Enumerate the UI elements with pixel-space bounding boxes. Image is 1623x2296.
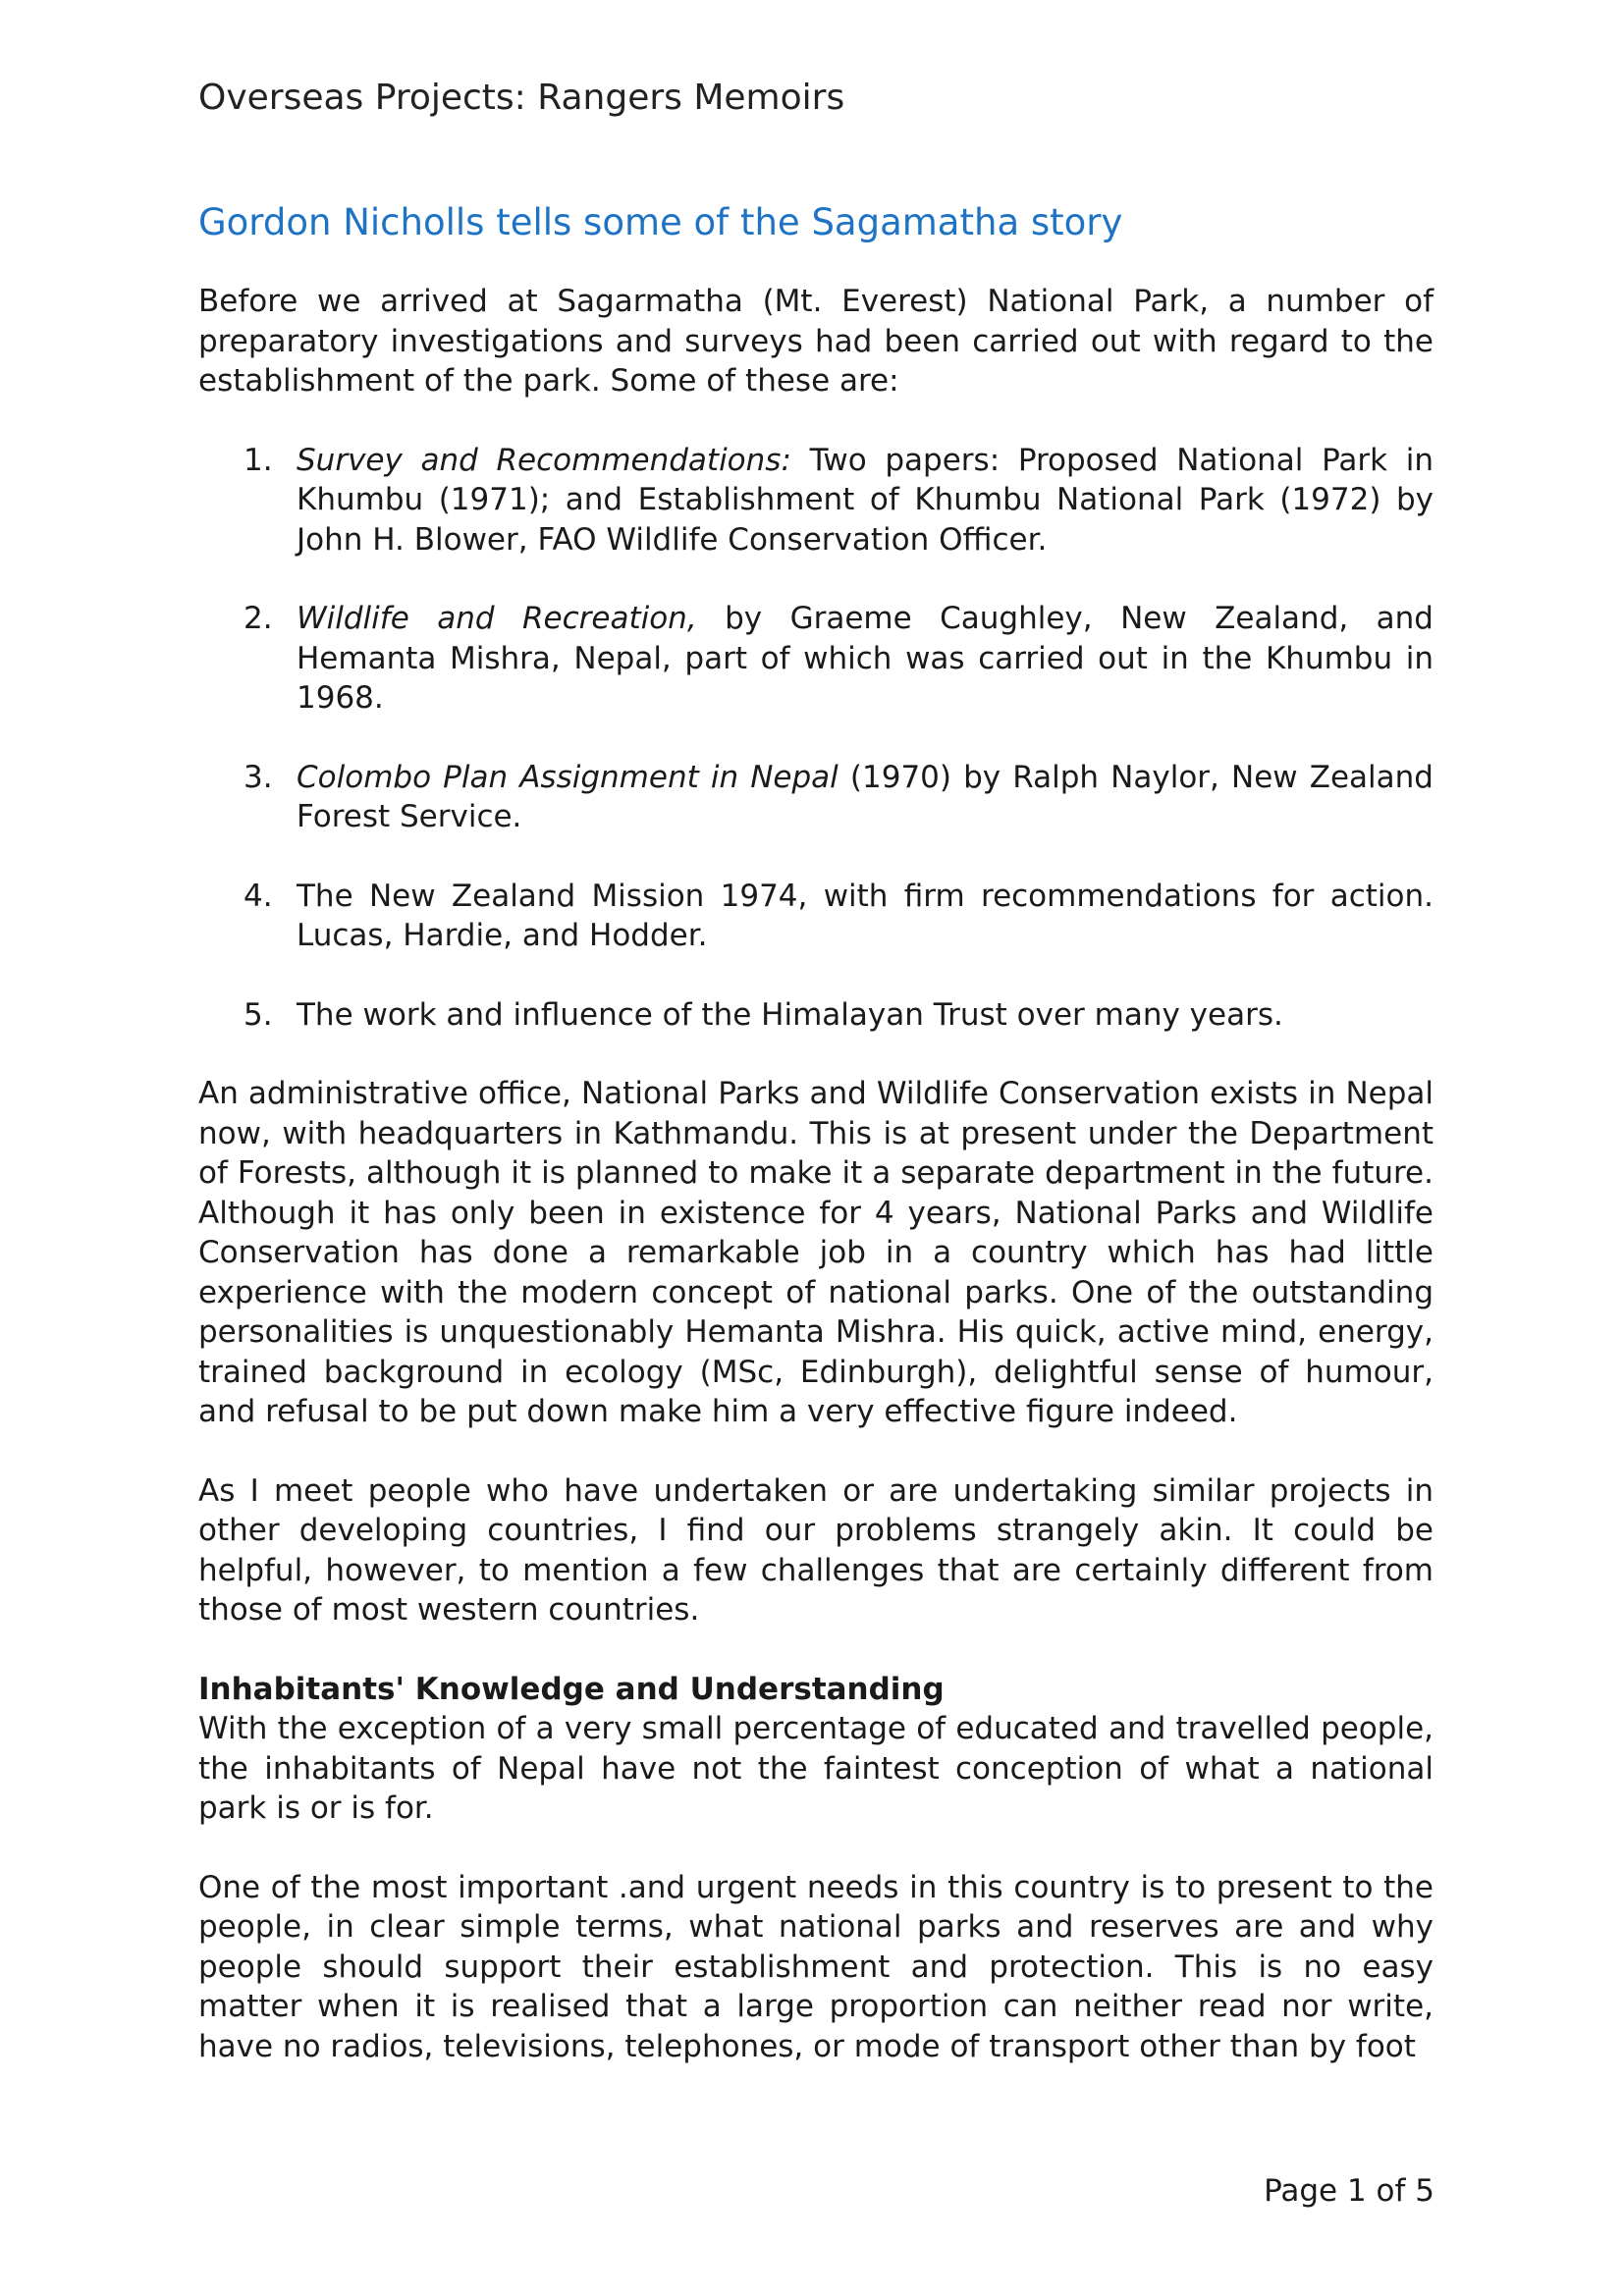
intro-paragraph: Before we arrived at Sagarmatha (Mt. Everest) National Park, a number of preparatory investigations and surveys had been carried out with regard to the establishment of the park. Some of these are:	[198, 284, 1434, 399]
running-header: Overseas Projects: Rangers Memoirs	[198, 78, 845, 118]
section-heading: Inhabitants' Knowledge and Understanding	[198, 1671, 945, 1707]
list-number: 2.	[243, 601, 273, 636]
list-item	[198, 599, 1434, 719]
list-item-title: Colombo Plan Assignment in Nepal	[297, 759, 839, 795]
list-number: 3.	[243, 759, 273, 795]
survey-list	[198, 441, 1434, 1036]
body-paragraph-education: One of the most important .and urgent needs in this country is to present to the people, in clear simple terms, what national parks and reserves are and why people should support their establishment and protection. This is no easy matter when it is realised that a large proportion can neither read nor write, have no radios, televisions, telephones, or mode of transport other than by foot	[198, 1869, 1434, 2064]
list-item	[198, 877, 1434, 956]
list-item-text: Two papers: Proposed National Park in Khumbu (1971); and Establishment of Khumbu National Park (1972) by John H. Blower, FAO Wildlife Conservation Officer.	[297, 442, 1434, 558]
list-item-text: by Graeme Caughley, New Zealand, and Hemanta Mishra, Nepal, part of which was carried out in the Khumbu in 1968.	[297, 601, 1434, 716]
list-item-text: The work and influence of the Himalayan Trust over many years.	[297, 996, 1283, 1033]
body-paragraph-inhabitants: With the exception of a very small percentage of educated and travelled people, the inhabitants of Nepal have not the faintest conception of what a national park is or is for.	[198, 1711, 1434, 1826]
body-paragraph-administration: An administrative office, National Parks and Wildlife Conservation exists in Nepal now, with headquarters in Kathmandu. This is at present under the Department of Forests, although it is planned to make it a separate department in the future. Although it has only been in existence for 4 years, National Parks and Wildlife Conservation has done a remarkable job in a country which has had little experience with the modern concept of national parks. One of the outstanding personalities is unquestionably Hemanta Mishra. His quick, active mind, energy, trained background in ecology (MSc, Edinburgh), delightful sense of humour, and refusal to be put down make him a very effective figure indeed.	[198, 1076, 1434, 1429]
list-item	[198, 441, 1434, 561]
list-number: 4.	[243, 878, 273, 914]
article-body	[198, 282, 1434, 2066]
body-paragraph-challenges: As I meet people who have undertaken or are undertaking similar projects in other developing countries, I find our problems strangely akin. It could be helpful, however, to mention a few challenges that are certainly different from those of most western countries.	[198, 1472, 1434, 1628]
list-item	[198, 995, 1434, 1036]
list-item-text: (1970) by Ralph Naylor, New Zealand Forest Service.	[297, 759, 1434, 834]
list-number: 1.	[243, 442, 273, 478]
article-title: Gordon Nicholls tells some of the Sagamatha story	[198, 201, 1123, 243]
list-item	[198, 758, 1434, 837]
page-number: Page 1 of 5	[1264, 2173, 1434, 2209]
list-item-title: Survey and Recommendations:	[297, 442, 791, 478]
list-item-text: The New Zealand Mission 1974, with firm recommendations for action. Lucas, Hardie, and Hodder.	[297, 878, 1434, 953]
list-item-title: Wildlife and Recreation,	[297, 601, 697, 636]
list-number: 5.	[243, 996, 273, 1033]
